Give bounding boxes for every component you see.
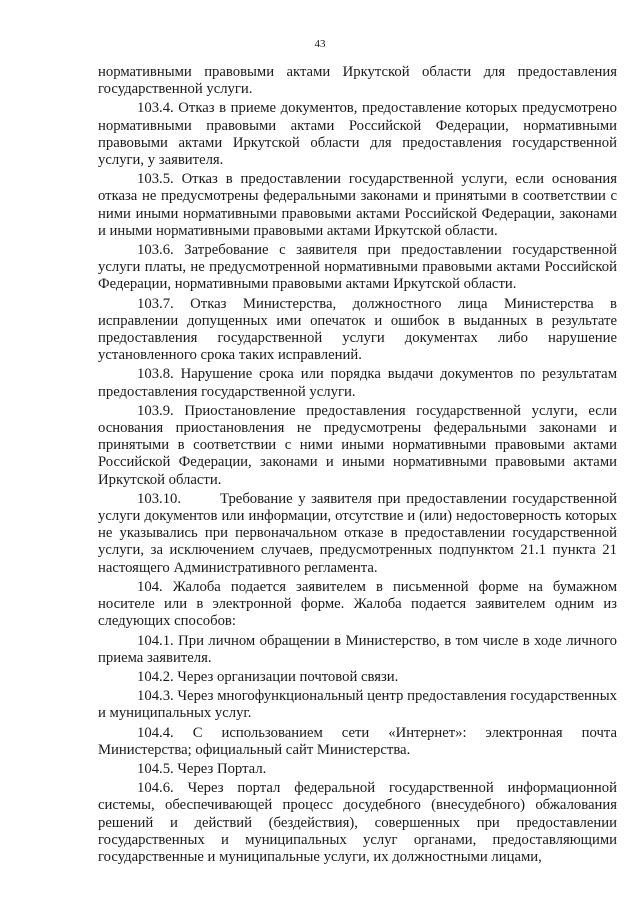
- paragraph-104-3: 104.3. Через многофункциональный центр предоставления государственных и муниципальных услуг.: [98, 688, 617, 722]
- paragraph-103-5: 103.5. Отказ в предоставлении государственной услуги, если основания отказа не предусмотрены федеральными законами и принятыми в соответствии с ними иными нормативными правовыми актами Российской Федерации, законами и иными нормативными правовыми актами Иркутской области.: [98, 171, 617, 239]
- document-body: [98, 64, 621, 868]
- paragraph-104-2: 104.2. Через организации почтовой связи.: [137, 668, 399, 685]
- paragraph-103-7: 103.7. Отказ Министерства, должностного лица Министерства в исправлении допущенных ими опечаток и ошибок в выданных в результате предоставления государственной услуги документах либо нарушение установленного срока таких исправлений.: [98, 295, 617, 364]
- paragraph-104-4: 104.4. С использованием сети «Интернет»: электронная почта Министерства; официальный сайт Министерства.: [98, 724, 617, 758]
- paragraph-103-8: 103.8. Нарушение срока или порядка выдачи документов по результатам предоставления государственной услуги.: [98, 366, 617, 400]
- paragraph-104-5: 104.5. Через Портал.: [137, 760, 267, 777]
- paragraph-continuation: нормативными правовыми актами Иркутской области для предоставления государственной услуги.: [98, 64, 617, 98]
- paragraph-103-10: 103.10. Требование у заявителя при предоставлении государственной услуги документов или информации, отсутствие и (или) недостоверность которых не указывались при первоначальном отказе в предоставлении государственной услуги, за исключением случаев, предусмотренных подпунктом 21.1 пункта 21 настоящего Административного регламента.: [98, 490, 621, 576]
- paragraph-103-4: 103.4. Отказ в приеме документов, предоставление которых предусмотрено нормативными правовыми актами Российской Федерации, нормативными правовыми актами Иркутской области для предоставления государственной услуги, у заявителя.: [98, 100, 617, 169]
- paragraph-103-9: 103.9. Приостановление предоставления государственной услуги, если основания приостановления не предусмотрены федеральными законами и принятыми в соответствии с ними иными нормативными правовыми актами Российской Федерации, законами и иными нормативными правовыми актами Иркутской области.: [98, 402, 617, 488]
- page-number: 43: [314, 38, 326, 50]
- paragraph-104: 104. Жалоба подается заявителем в письменной форме на бумажном носителе или в электронной форме. Жалоба подается заявителем одним из следующих способов:: [98, 578, 617, 630]
- paragraph-104-6: 104.6. Через портал федеральной государственной информационной системы, обеспечивающей процесс досудебного (внесудебного) обжалования решений и действий (бездействия), совершенных при предоставлении государственных и муниципальных услуг органами, предоставляющими государственные и муниципальные услуги, их должностными лицами,: [98, 780, 617, 865]
- paragraph-104-1: 104.1. При личном обращении в Министерство, в том числе в ходе личного приема заявителя.: [98, 632, 617, 666]
- paragraph-103-6: 103.6. Затребование с заявителя при предоставлении государственной услуги платы, не предусмотренной нормативными правовыми актами Российской Федерации, нормативными правовыми актами Иркутской области.: [98, 242, 617, 293]
